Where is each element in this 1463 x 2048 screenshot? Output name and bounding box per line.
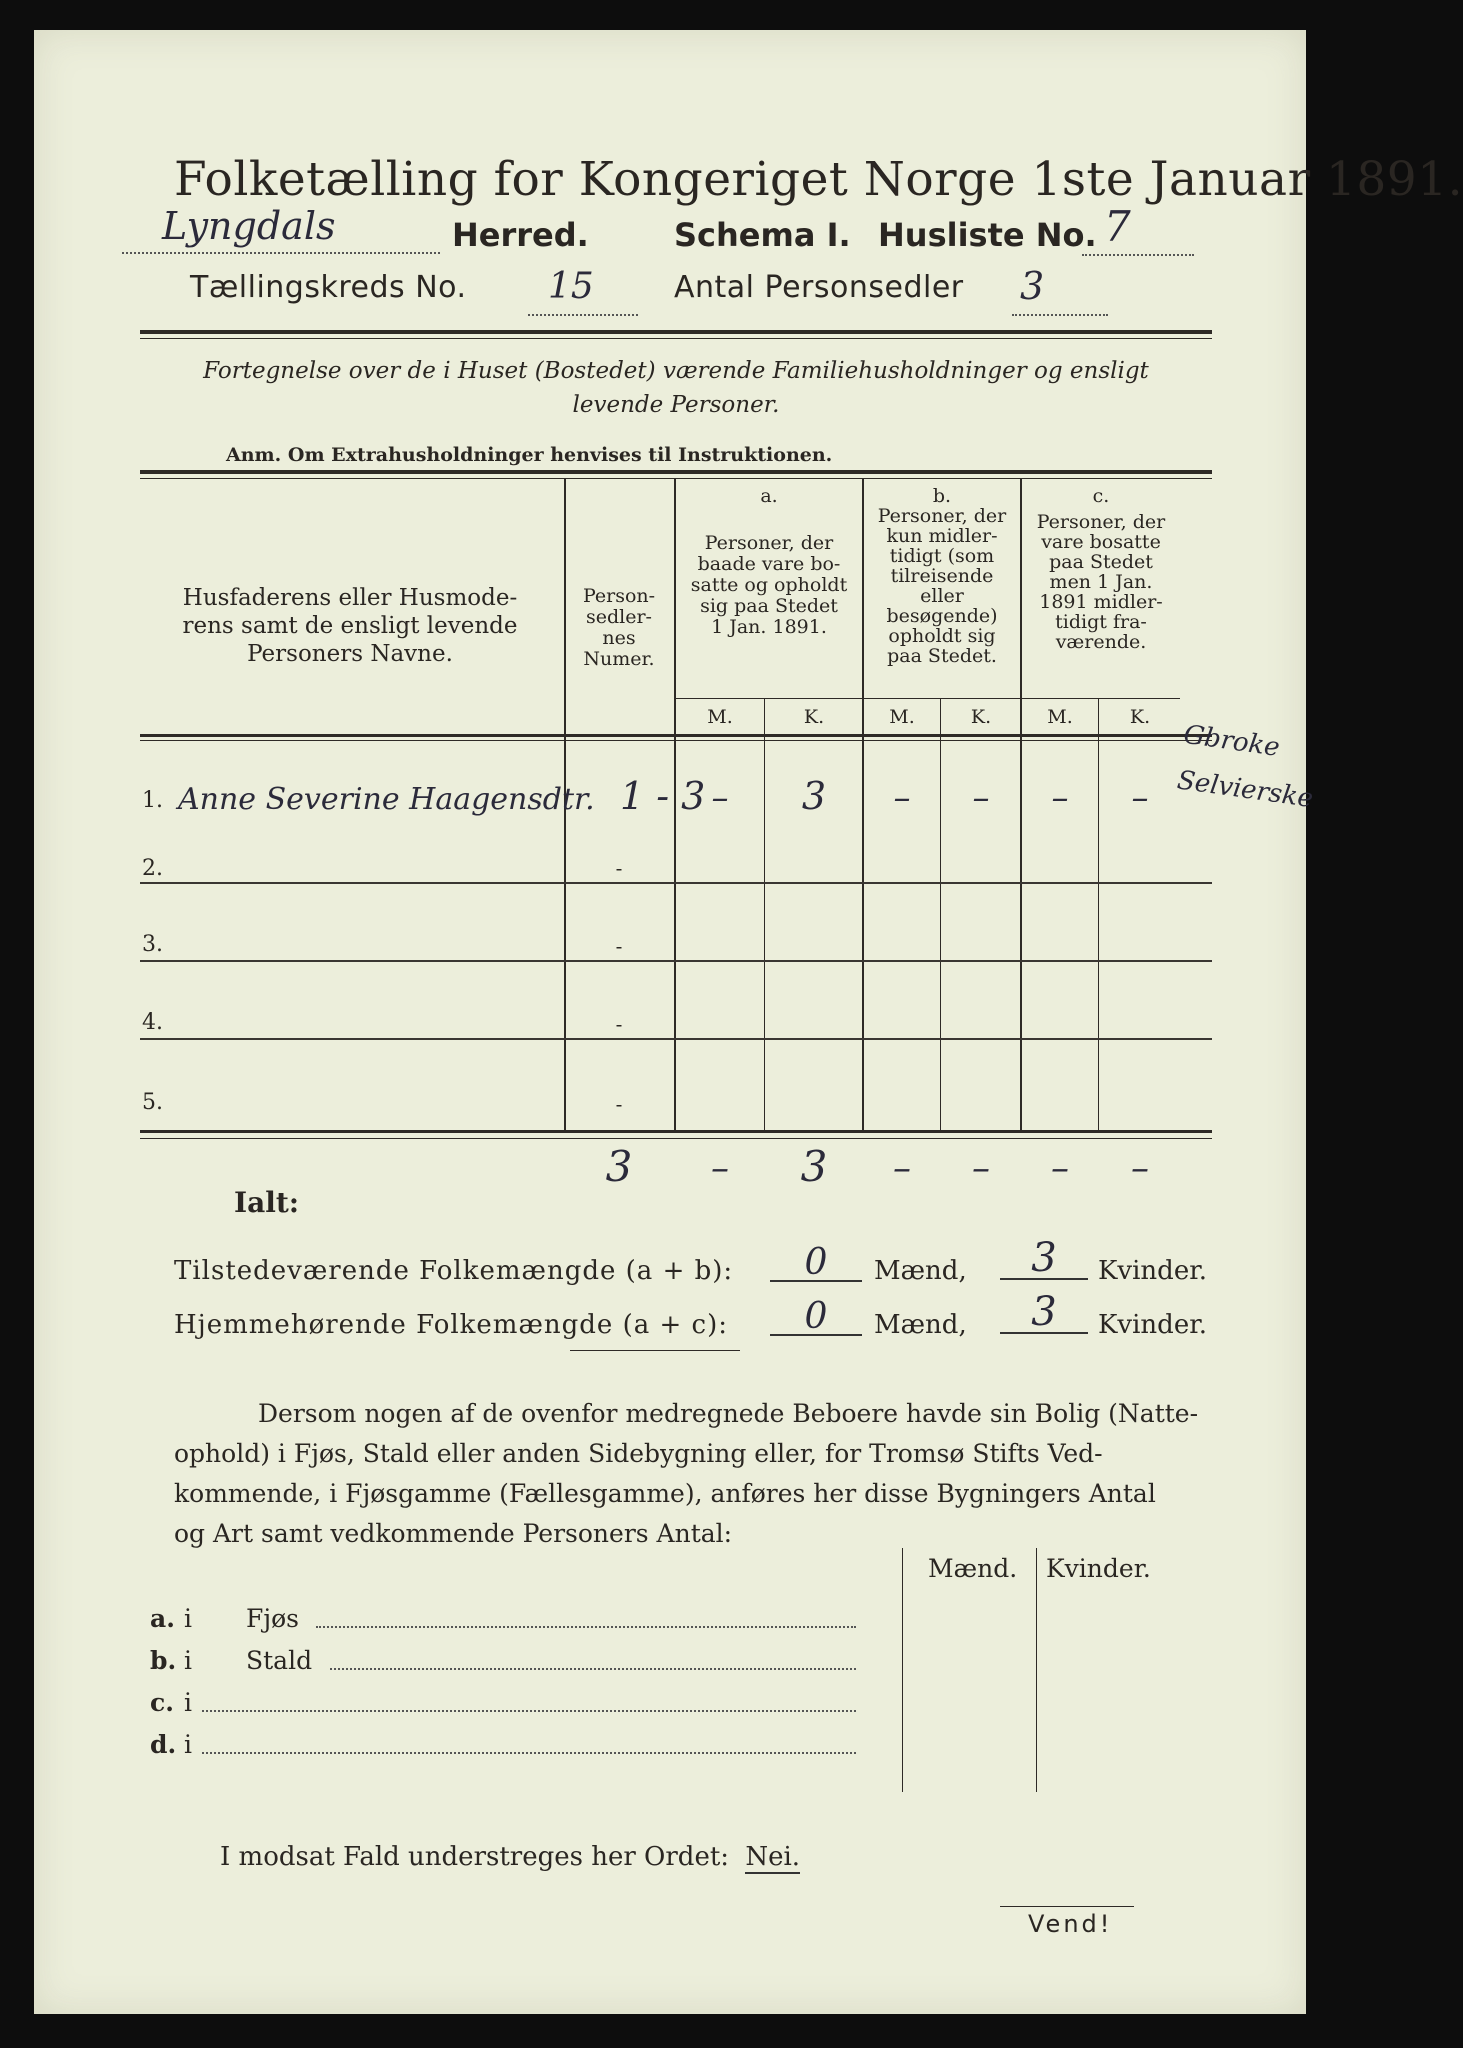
ialt-a-m: – [711,1148,729,1189]
tilst-m-value[interactable]: 0 [770,1246,862,1282]
kreds-label: Tællingskreds No. [190,270,467,305]
row-number: 1. [142,788,163,813]
col-b-l8: paa Stedet. [887,645,997,667]
subtitle-line2: levende Personer. [572,392,780,418]
rows-bottom-rule [140,1130,1212,1133]
ialt-label: Ialt: [234,1186,300,1219]
person-numer: 1 - 3 [620,774,706,818]
c-k-header: K. [1129,706,1151,728]
item-stald[interactable] [150,1646,900,1682]
col-a-l1: Personer, der [704,532,834,554]
c-m-value: – [1051,778,1069,818]
col-a-l2: baade vare bo- [697,553,841,575]
husliste-field[interactable] [1082,202,1194,256]
col-a-l3: satte og opholdt [690,574,848,596]
person-numer: - [615,1092,623,1116]
schema-label: Schema I. [674,216,851,254]
col-num-l4: Numer. [583,648,655,670]
col-b-l1: Personer, der [877,505,1007,527]
table-row[interactable] [140,770,1212,826]
item-d[interactable] [150,1730,900,1766]
col-b-l7: opholdt sig [888,625,996,647]
modsat-text: I modsat Fald understreges her Ordet: [220,1842,730,1872]
col-a-l5: 1 Jan. 1891. [711,616,827,638]
person-numer: - [615,934,623,958]
rows-bottom-rule-thin [140,1138,1212,1139]
herred-field[interactable] [122,204,440,254]
col-a-header [676,486,862,638]
header-bottom-rule [140,734,1212,737]
item-letter: c. [150,1688,174,1717]
kvinder-head: Kvinder. [1046,1554,1151,1583]
husliste-label: Husliste No. [878,216,1097,254]
header-rule [140,330,1212,334]
item-dots [316,1626,856,1628]
b-k-header: K. [970,706,992,728]
a-m-header: M. [707,706,733,728]
c-k-value: – [1131,778,1149,818]
row-divider [140,960,1212,962]
row-number: 2. [142,856,163,881]
ialt-a-k: 3 [800,1142,828,1191]
col-line-3 [764,698,765,1132]
item-label: Fjøs [246,1604,299,1633]
col-c-l6: tidigt fra- [1055,611,1147,633]
item-letter: a. [150,1604,175,1633]
ialt-b-m: – [893,1148,911,1189]
item-letter: d. [150,1730,177,1759]
kreds-value: 15 [548,266,594,307]
header-rule-thin [140,338,1212,339]
col-b-l3: tidigt (som [889,545,995,567]
hjem-m-value[interactable]: 0 [770,1300,862,1336]
ialt-c-m: – [1051,1148,1069,1189]
person-name: Anne Severine Haagensdtr. [178,782,595,817]
header-bottom-rule-thin [140,740,1212,741]
col-c-letter: c. [1092,485,1110,507]
item-dots [202,1752,856,1754]
vend-text: Vend! [1028,1910,1113,1938]
para-l3: kommende, i Fjøsgamme (Fællesgamme), anføres her disse Bygningers Antal [174,1479,1156,1508]
husliste-value: 7 [1104,202,1131,251]
col-a-l4: sig paa Stedet [700,595,838,617]
vend-rule [1000,1906,1134,1907]
margin-note: Gbroke Selvierske [1175,719,1315,815]
col-c-l3: paa Stedet [1049,551,1153,573]
col-b-l2: kun midler- [886,525,998,547]
col-c-l1: Personer, der [1036,511,1166,533]
herred-label: Herred. [452,216,589,254]
kvinder-col-line [1036,1548,1037,1792]
para-l2: ophold) i Fjøs, Stald eller anden Sidebygning eller, for Tromsø Stifts Ved- [174,1439,1103,1468]
col-num-header [566,586,672,670]
b-m-value: – [893,778,911,818]
hjem-kvinder-label: Kvinder. [1098,1310,1208,1340]
item-dots [330,1668,856,1670]
item-i: i [184,1646,192,1675]
col-b-header [864,486,1020,666]
person-numer: - [615,856,623,880]
col-name-l1: Husfaderens eller Husmode- [182,585,518,611]
maend-col-line [902,1548,903,1792]
item-i: i [184,1604,192,1633]
ialt-numer: 3 [605,1142,633,1191]
para-l4: og Art samt vedkommende Personers Antal: [174,1519,733,1548]
table-top-rule [140,470,1212,474]
census-form-page [34,30,1463,2014]
form-title: Folketælling for Kongeriget Norge 1ste Januar 1891. [174,152,1463,207]
table-top-rule-thin [140,478,1212,479]
kreds-field[interactable] [528,266,638,316]
col-c-header [1022,486,1180,652]
col-name-l2: rens samt de ensligt levende [182,613,518,639]
col-num-l3: nes [602,627,636,649]
col-line-5 [940,698,941,1132]
item-c[interactable] [150,1688,900,1724]
maend-head: Mænd. [928,1554,1018,1583]
col-a-letter: a. [760,485,778,507]
mk-top-rule [676,698,1180,699]
bolig-paragraph [174,1394,1210,1554]
para-l1: Dersom nogen af de ovenfor medregnede Beboere havde sin Bolig (Natte- [258,1399,1199,1428]
a-k-header: K. [803,706,825,728]
antal-field[interactable] [1012,264,1108,316]
tilst-k-value[interactable]: 3 [1000,1238,1088,1280]
nei-word[interactable]: Nei. [745,1842,801,1872]
hjem-k-value[interactable]: 3 [1000,1292,1088,1334]
antal-value: 3 [1020,264,1045,308]
col-name-l3: Personers Navne. [247,641,453,667]
hjem-label: Hjemmehørende Folkemængde (a + c): [174,1310,728,1340]
col-c-l5: 1891 midler- [1039,591,1163,613]
hjem-maend-label: Mænd, [874,1310,967,1340]
herred-value: Lyngdals [162,204,336,248]
col-c-l4: men 1 Jan. [1049,571,1153,593]
antal-label: Antal Personsedler [674,270,964,305]
col-b-l4: tilreisende [890,565,994,587]
tilst-maend-label: Mænd, [874,1256,967,1286]
item-fjos[interactable] [150,1604,900,1640]
a-k-value: 3 [801,774,827,818]
row-number: 3. [142,932,163,957]
person-numer: - [615,1012,623,1036]
anm-note: Anm. Om Extrahusholdninger henvises til Instruktionen. [226,444,833,466]
b-k-value: – [972,778,990,818]
col-b-l6: besøgende) [886,605,998,627]
ialt-c-k: – [1131,1148,1149,1189]
col-c-l2: vare bosatte [1041,531,1161,553]
tilst-kvinder-label: Kvinder. [1098,1256,1208,1286]
item-label: Stald [246,1646,313,1675]
col-b-l5: eller [920,585,964,607]
col-b-letter: b. [932,485,952,507]
item-i: i [184,1688,192,1717]
row-number: 5. [142,1090,163,1115]
col-name-header [140,584,560,668]
c-m-header: M. [1047,706,1073,728]
col-line-7 [1098,698,1099,1132]
a-m-value: – [711,778,729,818]
modsat-line [220,1842,800,1872]
b-m-header: M. [889,706,915,728]
row-divider [140,1038,1212,1040]
col-num-l2: sedler- [586,606,652,628]
item-letter: b. [150,1646,177,1675]
col-c-l7: værende. [1055,631,1147,653]
subtitle-line1: Fortegnelse over de i Huset (Bostedet) værende Familiehusholdninger og ensligt [203,358,1149,384]
item-i: i [184,1730,192,1759]
tilst-label: Tilstedeværende Folkemængde (a + b): [174,1256,734,1286]
row-divider [140,882,1212,884]
row-number: 4. [142,1010,163,1035]
col-num-l1: Person- [582,585,656,607]
ialt-b-k: – [972,1148,990,1189]
separator-short [570,1350,740,1351]
item-dots [202,1710,856,1712]
